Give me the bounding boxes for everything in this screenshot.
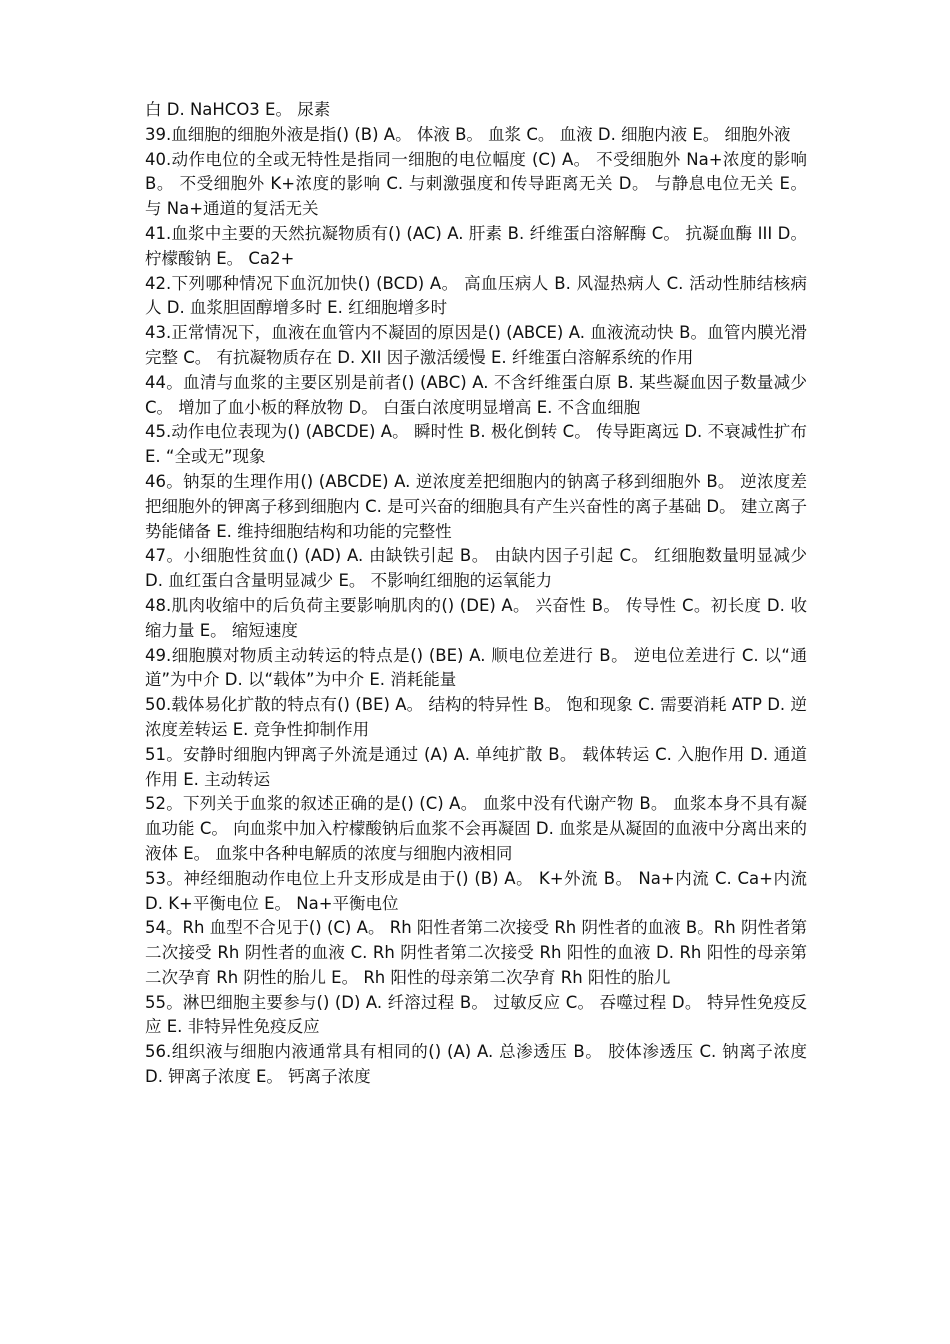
question-41: 41.血浆中主要的天然抗凝物质有() (AC) A. 肝素 B. 纤维蛋白溶解酶 C。 抗凝血酶 III D。 柠檬酸钠 E。 Ca2+ — [145, 223, 807, 268]
question-55: 55。淋巴细胞主要参与() (D) A. 纤溶过程 B。 过敏反应 C。 吞噬过程 D。 特异性免疫反应 E. 非特异性免疫反应 — [145, 992, 807, 1037]
question-53: 53。神经细胞动作电位上升支形成是由于() (B) A。 K+外流 B。 Na+内流 C. Ca+内流 D. K+平衡电位 E。 Na+平衡电位 — [145, 868, 807, 913]
question-45: 45.动作电位表现为() (ABCDE) A。 瞬时性 B. 极化倒转 C。 传导距离远 D. 不衰减性扩布 E. “全或无”现象 — [145, 422, 807, 467]
question-47: 47。小细胞性贫血() (AD) A. 由缺铁引起 B。 由缺内因子引起 C。 红细胞数量明显减少 D. 血红蛋白含量明显减少 E。 不影响红细胞的运氧能力 — [145, 546, 807, 591]
question-56: 56.组织液与细胞内液通常具有相同的() (A) A. 总渗透压 B。 胶体渗透压 C. 钠离子浓度 D. 钾离子浓度 E。 钙离子浓度 — [145, 1042, 807, 1087]
question-48: 48.肌肉收缩中的后负荷主要影响肌肉的() (DE) A。 兴奋性 B。 传导性 C。初长度 D. 收缩力量 E。 缩短速度 — [145, 595, 807, 640]
question-fragment-38: 白 D. NaHCO3 E。 尿素 — [145, 100, 331, 119]
question-43: 43.正常情况下，血液在血管内不凝固的原因是() (ABCE) A. 血液流动快 B。血管内膜光滑完整 C。 有抗凝物质存在 D. XII 因子激活缓慢 E. 纤维蛋白溶解系统的作用 — [145, 323, 807, 367]
question-51: 51。安静时细胞内钾离子外流是通过 (A) A. 单纯扩散 B。 载体转运 C. 入胞作用 D. 通道作用 E. 主动转运 — [145, 744, 807, 789]
question-54: 54。Rh 血型不合见于() (C) A。 Rh 阳性者第二次接受 Rh 阴性者的血液 B。Rh 阴性者第二次接受 Rh 阴性者的血液 C. Rh 阴性者第二次接受 Rh 阳性的血液 D. Rh 阳性的母亲第二次孕育 Rh 阴性的胎儿 E。 Rh 阳性的母亲第二次孕育 Rh 阳性的胎儿 — [145, 918, 807, 987]
question-50: 50.载体易化扩散的特点有() (BE) A。 结构的特异性 B。 饱和现象 C. 需要消耗 ATP D. 逆浓度差转运 E. 竞争性抑制作用 — [145, 695, 807, 739]
question-52: 52。下列关于血浆的叙述正确的是() (C) A。 血浆中没有代谢产物 B。 血浆本身不具有凝血功能 C。 向血浆中加入柠檬酸钠后血浆不会再凝固 D. 血浆是从凝固的血液中分离出来的液体 E。 血浆中各种电解质的浓度与细胞内液相同 — [145, 794, 807, 863]
question-40: 40.动作电位的全或无特性是指同一细胞的电位幅度 (C) A。 不受细胞外 Na+浓度的影响 B。 不受细胞外 K+浓度的影响 C. 与刺激强度和传导距离无关 D。 与静息电位无关 E。 与 Na+通道的复活无关 — [145, 149, 807, 219]
question-42: 42.下列哪种情况下血沉加快() (BCD) A。 高血压病人 B. 风湿热病人 C. 活动性肺结核病人 D. 血浆胆固醇增多时 E. 红细胞增多时 — [145, 273, 807, 318]
question-39: 39.血细胞的细胞外液是指() (B) A。 体液 B。 血浆 C。 血液 D. 细胞内液 E。 细胞外液 — [145, 124, 791, 144]
document-page — [145, 98, 807, 1090]
question-46: 46。钠泵的生理作用() (ABCDE) A. 逆浓度差把细胞内的钠离子移到细胞外 B。 逆浓度差把细胞外的钾离子移到细胞内 C. 是可兴奋的细胞具有产生兴奋性的离子基础 D。 建立离子势能储备 E. 维持细胞结构和功能的完整性 — [145, 471, 807, 541]
question-44: 44。血清与血浆的主要区别是前者() (ABC) A. 不含纤维蛋白原 B. 某些凝血因子数量减少 C。 增加了血小板的释放物 D。 白蛋白浓度明显增高 E. 不含血细胞 — [145, 372, 807, 417]
question-49: 49.细胞膜对物质主动转运的特点是() (BE) A. 顺电位差进行 B。 逆电位差进行 C. 以“通道”为中介 D. 以“载体”为中介 E. 消耗能量 — [145, 645, 807, 690]
